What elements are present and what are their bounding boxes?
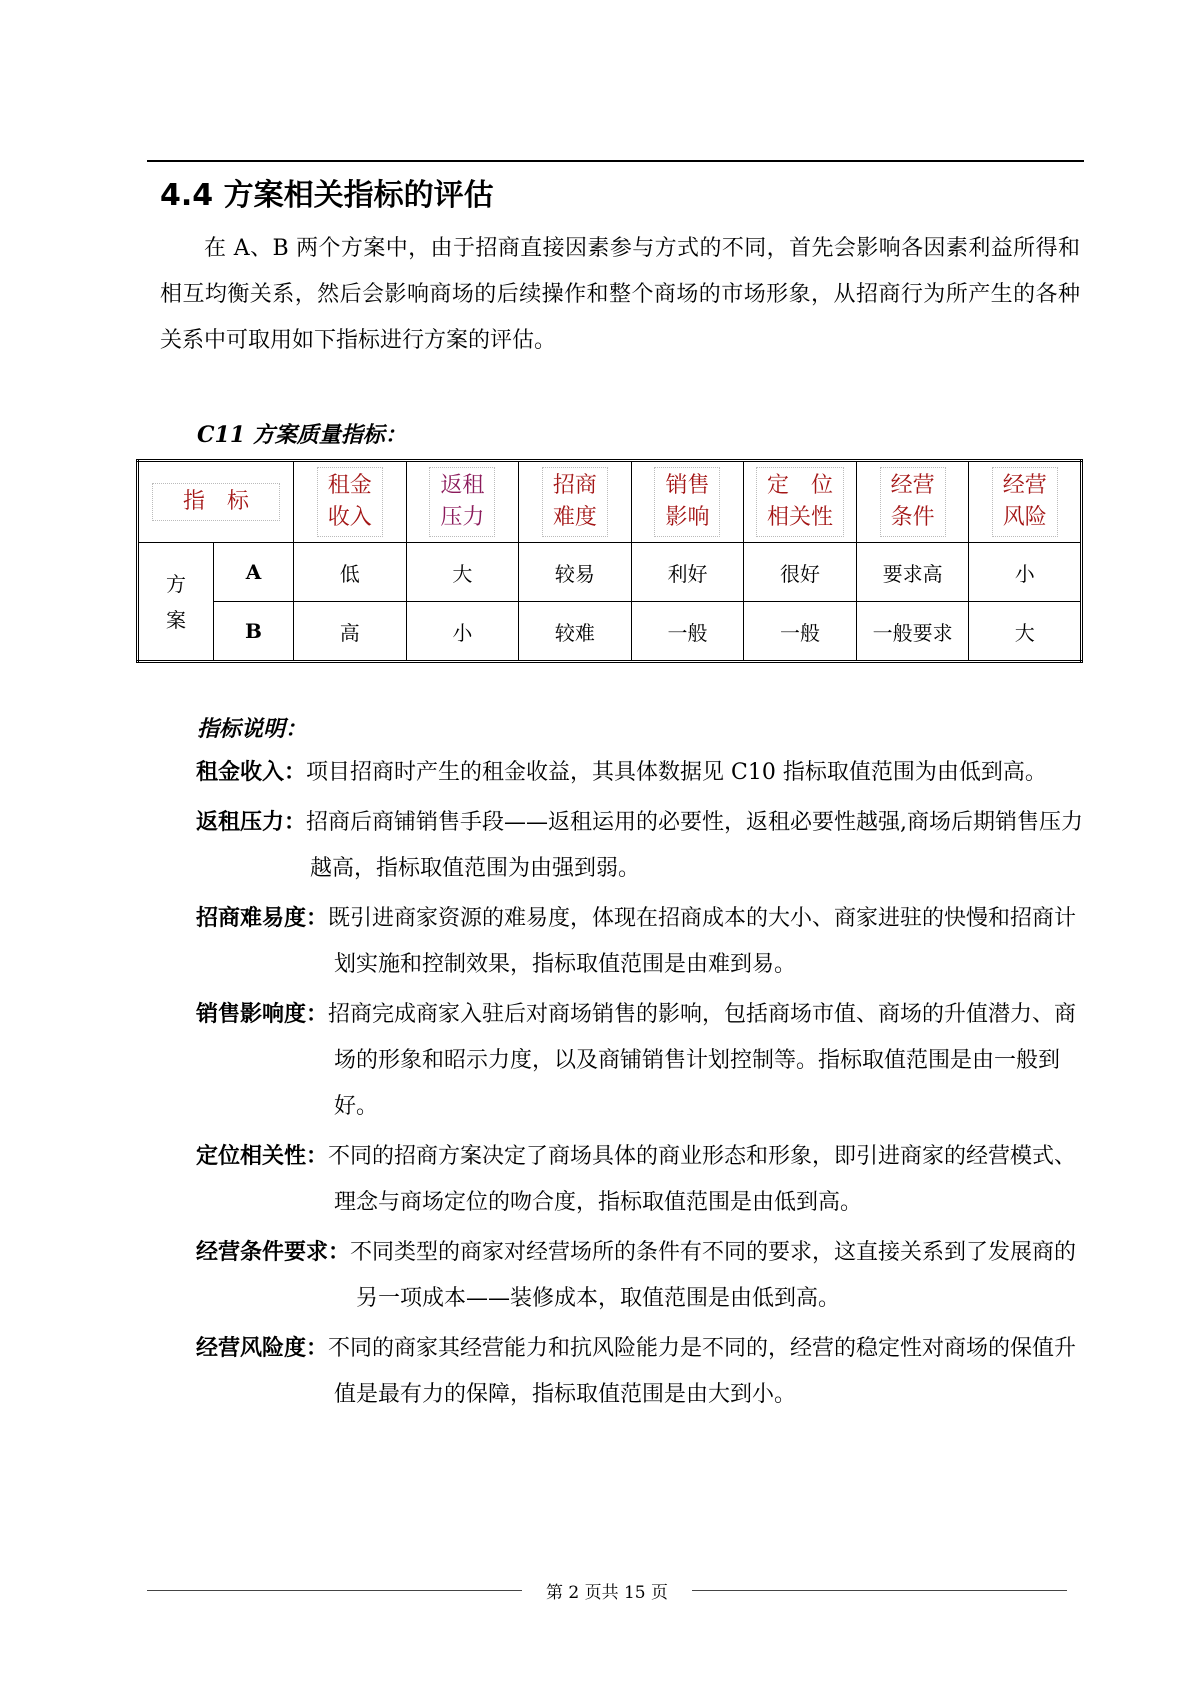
table-cell: 很好 [744, 543, 857, 602]
table-cell: 高 [294, 602, 407, 662]
definition-text: 项目招商时产生的租金收益，其具体数据见 C10 指标取值范围为由低到高。 [306, 760, 1047, 785]
table-cell: 一般要求 [856, 602, 969, 662]
header-text: 销售 影响 [654, 467, 720, 537]
definition-text: 不同类型的商家对经营场所的条件有不同的要求，这直接关系到了发展商的另一项成本——装修成本，取值范围是由低到高。 [350, 1240, 1077, 1311]
metrics-table [136, 459, 1083, 663]
definition-term: 返租压力： [196, 810, 307, 835]
header-cell [744, 461, 857, 543]
definition-term: 租金收入： [196, 760, 307, 785]
table-row [138, 543, 1082, 602]
header-cell [294, 461, 407, 543]
header-cell [519, 461, 632, 543]
header-text: 定 位 相关性 [756, 467, 844, 537]
definition-item [196, 750, 1086, 796]
header-cell [856, 461, 969, 543]
header-text: 经营 风险 [992, 467, 1058, 537]
table-cell: 一般 [631, 602, 744, 662]
definition-text: 不同的商家其经营能力和抗风险能力是不同的，经营的稳定性对商场的保值升值是最有力的保障，指标取值范围是由大到小。 [328, 1336, 1077, 1407]
page-number: 第 2 页共 15 页 [545, 1583, 669, 1603]
explanation-title: 指标说明： [197, 716, 308, 742]
table-cell: 小 [969, 543, 1082, 602]
definition-term: 招商难易度： [196, 906, 329, 931]
header-cell-label [138, 461, 294, 543]
row-label: A [214, 543, 294, 602]
section-heading: 4.4 方案相关指标的评估 [160, 178, 494, 213]
table-cell: 小 [406, 602, 519, 662]
header-cell [631, 461, 744, 543]
footer-rule-right [692, 1590, 1067, 1591]
table-cell: 大 [406, 543, 519, 602]
header-label-text: 指 标 [152, 483, 280, 521]
definition-item [196, 1230, 1086, 1322]
table-cell: 较易 [519, 543, 632, 602]
definition-term: 销售影响度： [196, 1002, 329, 1027]
header-cell [406, 461, 519, 543]
definition-text: 招商后商铺销售手段——返租运用的必要性，返租必要性越强,商场后期销售压力越高，指标取值范围为由强到弱。 [306, 810, 1084, 881]
definitions-list [196, 750, 1086, 1422]
footer-rule-left [147, 1590, 522, 1591]
table-cell: 一般 [744, 602, 857, 662]
table-header-row [138, 461, 1082, 543]
row-label: B [214, 602, 294, 662]
header-text: 招商 难度 [542, 467, 608, 537]
table-cell: 利好 [631, 543, 744, 602]
intro-paragraph: 在 A、B 两个方案中，由于招商直接因素参与方式的不同，首先会影响各因素利益所得和相互均衡关系，然后会影响商场的后续操作和整个商场的市场形象，从招商行为所产生的各种关系中可取用如下指标进行方案的评估。 [160, 236, 1080, 353]
definition-item [196, 896, 1086, 988]
definition-text: 既引进商家资源的难易度，体现在招商成本的大小、商家进驻的快慢和招商计划实施和控制效果，指标取值范围是由难到易。 [328, 906, 1077, 977]
table-cell: 大 [969, 602, 1082, 662]
table-cell: 要求高 [856, 543, 969, 602]
header-text: 经营 条件 [880, 467, 946, 537]
table-cell: 较难 [519, 602, 632, 662]
top-rule [147, 160, 1084, 162]
definition-text: 不同的招商方案决定了商场具体的商业形态和形象，即引进商家的经营模式、理念与商场定位的吻合度，指标取值范围是由低到高。 [328, 1144, 1077, 1215]
header-text: 返租 压力 [429, 467, 495, 537]
definition-item [196, 800, 1086, 892]
definition-item [196, 1326, 1086, 1418]
definition-term: 经营风险度： [196, 1336, 329, 1361]
header-cell [969, 461, 1082, 543]
page-footer [147, 1578, 1067, 1603]
definition-text: 招商完成商家入驻后对商场销售的影响，包括商场市值、商场的升值潜力、商场的形象和昭示力度，以及商铺销售计划控制等。指标取值范围是由一般到好。 [328, 1002, 1077, 1119]
definition-term: 定位相关性： [196, 1144, 329, 1169]
definition-item [196, 992, 1086, 1130]
definition-item [196, 1134, 1086, 1226]
table-caption: C11 方案质量指标： [197, 422, 407, 448]
definition-term: 经营条件要求： [196, 1240, 351, 1265]
table-row [138, 602, 1082, 662]
plan-label-cell: 方 案 [138, 543, 214, 662]
table-cell: 低 [294, 543, 407, 602]
header-text: 租金 收入 [317, 467, 383, 537]
